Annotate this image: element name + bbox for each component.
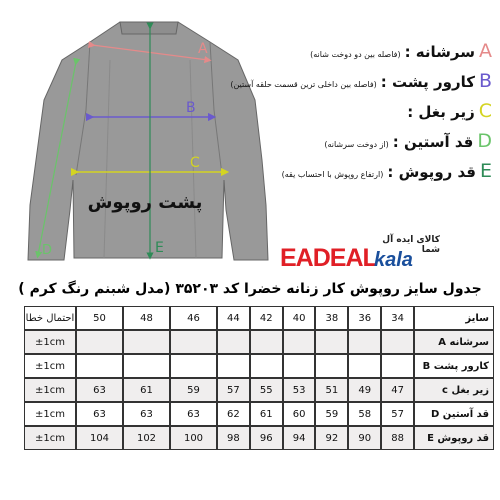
jacket-back-shape xyxy=(28,22,268,260)
tolerance-cell: ±1cm xyxy=(24,402,76,426)
value-cell: 98 xyxy=(217,426,250,450)
value-cell: 92 xyxy=(315,426,348,450)
value-cell: 63 xyxy=(123,402,170,426)
value-cell: 51 xyxy=(315,378,348,402)
value-cell: 96 xyxy=(250,426,283,450)
value-cell: 59 xyxy=(170,378,217,402)
value-cell: 88 xyxy=(381,426,414,450)
value-cell: 63 xyxy=(76,378,123,402)
value-cell: 59 xyxy=(315,402,348,426)
table-title: جدول سایز روپوش کار زنانه خضرا کد ۳۵۲۰۳ (مدل شبنم رنگ کرم ) xyxy=(18,281,482,297)
size-header: 36 xyxy=(348,306,381,330)
tolerance-cell: ±1cm xyxy=(24,354,76,378)
legend-row-c xyxy=(252,100,492,122)
legend-letter: A xyxy=(479,40,492,62)
value-cell xyxy=(76,354,123,378)
value-cell: 94 xyxy=(283,426,316,450)
value-cell xyxy=(76,330,123,354)
value-cell xyxy=(315,330,348,354)
value-cell xyxy=(217,354,250,378)
row-label: قد روپوش E xyxy=(414,426,494,450)
table-row xyxy=(24,402,494,426)
size-header: 50 xyxy=(76,306,123,330)
value-cell: 62 xyxy=(217,402,250,426)
back-label: پشت روپوش xyxy=(87,192,203,213)
diagram-letter-d: D xyxy=(42,243,53,258)
size-header: 44 xyxy=(217,306,250,330)
legend-letter: D xyxy=(477,130,492,152)
collar xyxy=(120,22,178,34)
value-cell xyxy=(315,354,348,378)
value-cell xyxy=(170,354,217,378)
value-cell xyxy=(283,354,316,378)
value-cell xyxy=(381,330,414,354)
table-row xyxy=(24,426,494,450)
value-cell xyxy=(283,330,316,354)
legend-note: (ارتفاع روپوش با احتساب یقه) xyxy=(281,170,384,179)
diagram-letter-b: B xyxy=(186,100,196,116)
value-cell: 63 xyxy=(76,402,123,426)
value-cell xyxy=(123,354,170,378)
legend-row-a xyxy=(252,40,492,62)
value-cell xyxy=(250,354,283,378)
value-cell: 57 xyxy=(381,402,414,426)
tolerance-cell: ±1cm xyxy=(24,426,76,450)
tolerance-cell: ±1cm xyxy=(24,330,76,354)
legend-note: (از دوخت سرشانه) xyxy=(324,140,389,149)
value-cell xyxy=(170,330,217,354)
legend-name: زیر بغل : xyxy=(407,103,475,121)
value-cell xyxy=(381,354,414,378)
value-cell xyxy=(123,330,170,354)
value-cell xyxy=(217,330,250,354)
brand-name-red: EADEAL xyxy=(280,244,377,272)
tolerance-cell: ±1cm xyxy=(24,378,76,402)
legend-note: (فاصله بین دو دوخت شانه) xyxy=(310,50,401,59)
value-cell: 53 xyxy=(283,378,316,402)
table-row xyxy=(24,378,494,402)
legend-name: سرشانه : xyxy=(404,43,475,61)
size-table xyxy=(24,306,494,450)
size-header: 40 xyxy=(283,306,316,330)
size-header: 34 xyxy=(381,306,414,330)
legend-letter: C xyxy=(478,100,492,122)
legend-letter: B xyxy=(478,70,492,92)
table-row xyxy=(24,354,494,378)
value-cell xyxy=(348,330,381,354)
brand-logo xyxy=(280,235,440,275)
value-cell xyxy=(250,330,283,354)
value-cell: 57 xyxy=(217,378,250,402)
row-label: قد آستین D xyxy=(414,402,494,426)
value-cell: 63 xyxy=(170,402,217,426)
value-cell: 102 xyxy=(123,426,170,450)
size-header: 48 xyxy=(123,306,170,330)
legend-row-b xyxy=(230,70,492,92)
legend-row-d xyxy=(252,130,492,152)
value-cell: 60 xyxy=(283,402,316,426)
size-label-header: سایز xyxy=(414,306,494,330)
value-cell: 61 xyxy=(123,378,170,402)
legend-name: قد روپوش : xyxy=(387,163,476,181)
value-cell: 61 xyxy=(250,402,283,426)
diagram-letter-c: C xyxy=(190,155,200,171)
tolerance-header: احتمال خطا xyxy=(24,306,76,330)
row-label: کارور پشت B xyxy=(414,354,494,378)
diagram-letter-e: E xyxy=(155,240,164,256)
value-cell: 47 xyxy=(381,378,414,402)
size-header: 38 xyxy=(315,306,348,330)
brand-name-blue: kala xyxy=(374,249,413,271)
table-row xyxy=(24,330,494,354)
row-label: سرشانه A xyxy=(414,330,494,354)
legend-note: (فاصله بین داخلی ترین قسمت حلقه آستین) xyxy=(230,80,377,89)
value-cell: 55 xyxy=(250,378,283,402)
measurement-legend xyxy=(230,40,492,190)
legend-row-e xyxy=(252,160,492,182)
value-cell: 49 xyxy=(348,378,381,402)
value-cell: 104 xyxy=(76,426,123,450)
value-cell: 100 xyxy=(170,426,217,450)
size-header: 46 xyxy=(170,306,217,330)
brand-tagline: کالای ایده آل شما xyxy=(382,235,440,255)
value-cell: 58 xyxy=(348,402,381,426)
value-cell: 90 xyxy=(348,426,381,450)
size-header: 42 xyxy=(250,306,283,330)
legend-name: کارور پشت : xyxy=(380,73,475,91)
legend-name: قد آستین : xyxy=(392,133,474,151)
legend-letter: E xyxy=(479,160,492,182)
row-label: زیر بغل c xyxy=(414,378,494,402)
value-cell xyxy=(348,354,381,378)
table-header-row xyxy=(24,306,494,330)
diagram-letter-a: A xyxy=(198,41,208,57)
